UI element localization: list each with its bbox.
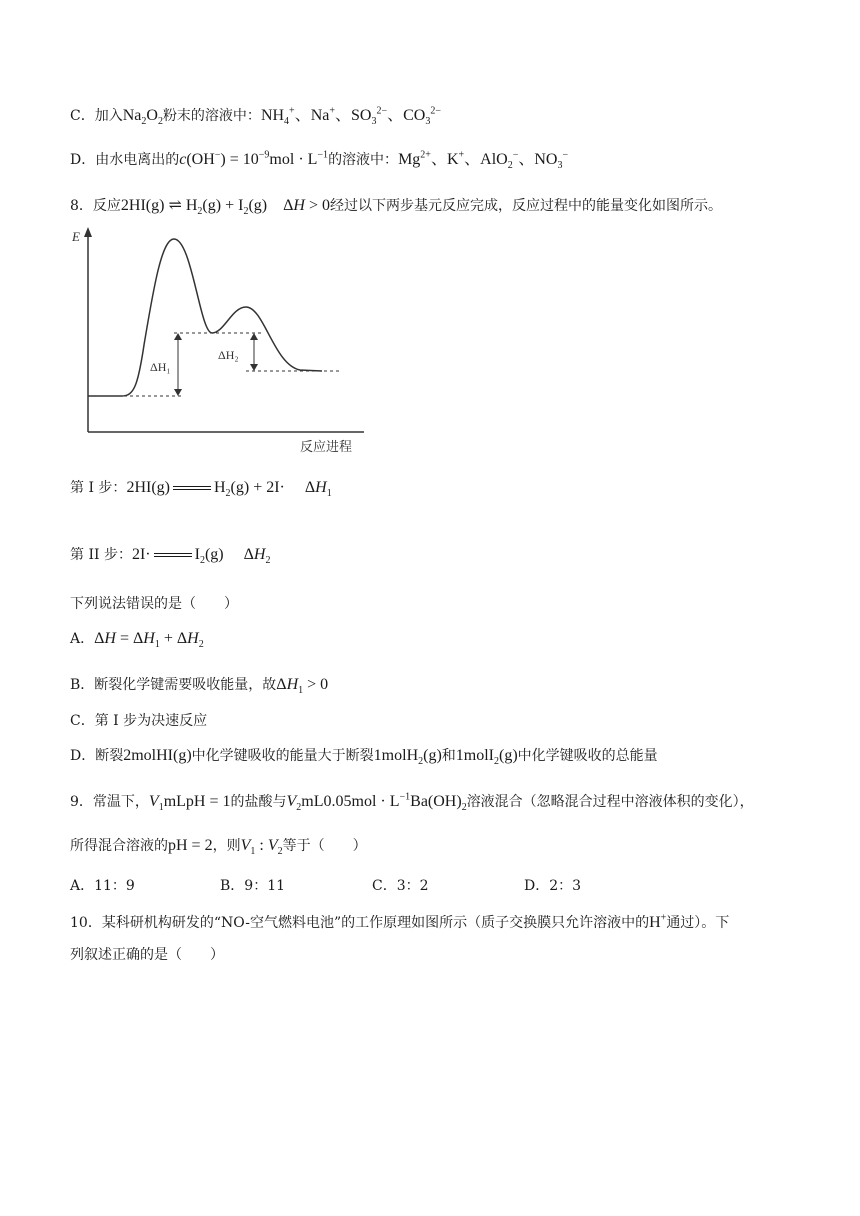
q8-option-c: C．第 I 步为决速反应 <box>70 713 208 729</box>
formula-step1: 2HI(g) $H_2(g) + 2I\cdot$ $\Delta H_1$ <box>126 479 332 500</box>
q8-stem: 8．反应2HI(g) ⇌ $H_2(g) + I_2(g)$ ΔH > 0经过以下两步基元反应完成，反应过程中的能量变化如图所示。 <box>70 197 722 218</box>
q7-option-d: D．由水电离出的$c(OH^-) = 10^{-9}mol \cdot L^{-1}$的溶液中：$Mg^{2+}$、K+、AlO$_2$−、$NO_3^-$ <box>70 149 569 172</box>
q8-question: 下列说法错误的是（ ） <box>70 596 238 612</box>
formula-q8-a: $\Delta H = \Delta H_1 + \Delta H_2$ <box>94 630 204 651</box>
q9-option-d: D．2：3 <box>524 878 582 894</box>
energy-curve <box>88 239 322 396</box>
formula-q10-h: H+ <box>649 912 667 931</box>
formula-q8-d1: 2molHI(g) <box>123 747 192 764</box>
q9-stem-line2: 所得混合溶液的pH = 2，则$V_1$ : $V_2$等于（ ） <box>70 837 367 858</box>
q10-stem-line1: 10．某科研机构研发的“NO-空气燃料电池”的工作原理如图所示（质子交换膜只允许溶液中的H+通过）。下 <box>70 912 730 931</box>
formula-q9-v1: $V_1mLpH = 1$ <box>148 793 231 814</box>
ions-c: $NH_4^+$、Na+、$SO_3^{2-}$、$CO_3^{2-}$ <box>260 105 441 128</box>
q8-step1: 第 I 步：2HI(g) $H_2(g) + 2I\cdot$ $\Delta H_1$ <box>70 479 332 500</box>
y-axis-arrow <box>84 227 92 237</box>
energy-profile-diagram <box>72 225 372 457</box>
dh1-label: ΔH₁ <box>150 360 171 374</box>
x-axis-label: 反应进程 <box>300 440 353 455</box>
dh2-arrowhead-bottom <box>250 364 258 371</box>
q10-stem-line2: 列叙述正确的是（ ） <box>70 947 224 963</box>
dh1-arrowhead-bottom <box>174 389 182 396</box>
y-axis-label: E <box>72 229 80 244</box>
q8-option-b: B．断裂化学键需要吸收能量，故$\Delta H_1 > 0$ <box>70 676 329 697</box>
formula-c-oh: $c(OH^-) = 10^{-9}mol \cdot L^{-1}$ <box>179 149 329 168</box>
formula-na2o2: $Na_2O_2$ <box>122 107 163 128</box>
formula-q8-b: $\Delta H_1 > 0$ <box>276 676 329 697</box>
formula-q9-ratio: $V_1$ : $V_2$ <box>240 837 283 858</box>
q9-stem-line1: 9．常温下，$V_1mLpH = 1$的盐酸与$V_2mL0.05mol \cdot L^{-1}Ba(OH)_2$溶液混合（忽略混合过程中溶液体积的变化）， <box>70 791 754 814</box>
dh2-label: ΔH₂ <box>218 348 239 362</box>
q9-option-a: A．11：9 <box>70 878 135 894</box>
dh2-arrowhead-top <box>250 333 258 340</box>
formula-q8-d3: 1molI$_2$(g) <box>455 747 518 768</box>
formula-q9-v2: $V_2mL0.05mol \cdot L^{-1}Ba(OH)_2$ <box>286 791 467 814</box>
dh1-arrowhead-top <box>174 333 182 340</box>
formula-q9-ph: pH = 2 <box>168 837 213 854</box>
formula-step2: $2I\cdot I_2(g)$ $\Delta H_2$ <box>131 546 271 567</box>
formula-q8-reaction: 2HI(g) ⇌ $H_2(g) + I_2(g)$ ΔH > 0 <box>120 197 330 218</box>
q8-option-d: D．断裂2molHI(g)中化学键吸收的能量大于断裂1molH$_2$(g)和1molI$_2$(g)中化学键吸收的总能量 <box>70 747 658 768</box>
q7-option-c: C．加入$Na_2O_2$粉末的溶液中：$NH_4^+$、Na+、$SO_3^{2-}$、$CO_3^{2-}$ <box>70 105 441 128</box>
ions-d: $Mg^{2+}$、K+、AlO$_2$−、$NO_3^-$ <box>398 149 569 172</box>
q9-option-b: B．9：11 <box>220 878 286 894</box>
q8-step2: 第 II 步：$2I\cdot I_2(g)$ $\Delta H_2$ <box>70 546 271 567</box>
q8-option-a: A．$\Delta H = \Delta H_1 + \Delta H_2$ <box>70 630 204 651</box>
q9-option-c: C．3：2 <box>372 878 429 894</box>
formula-q8-d2: 1molH$_2$(g) <box>373 747 442 768</box>
